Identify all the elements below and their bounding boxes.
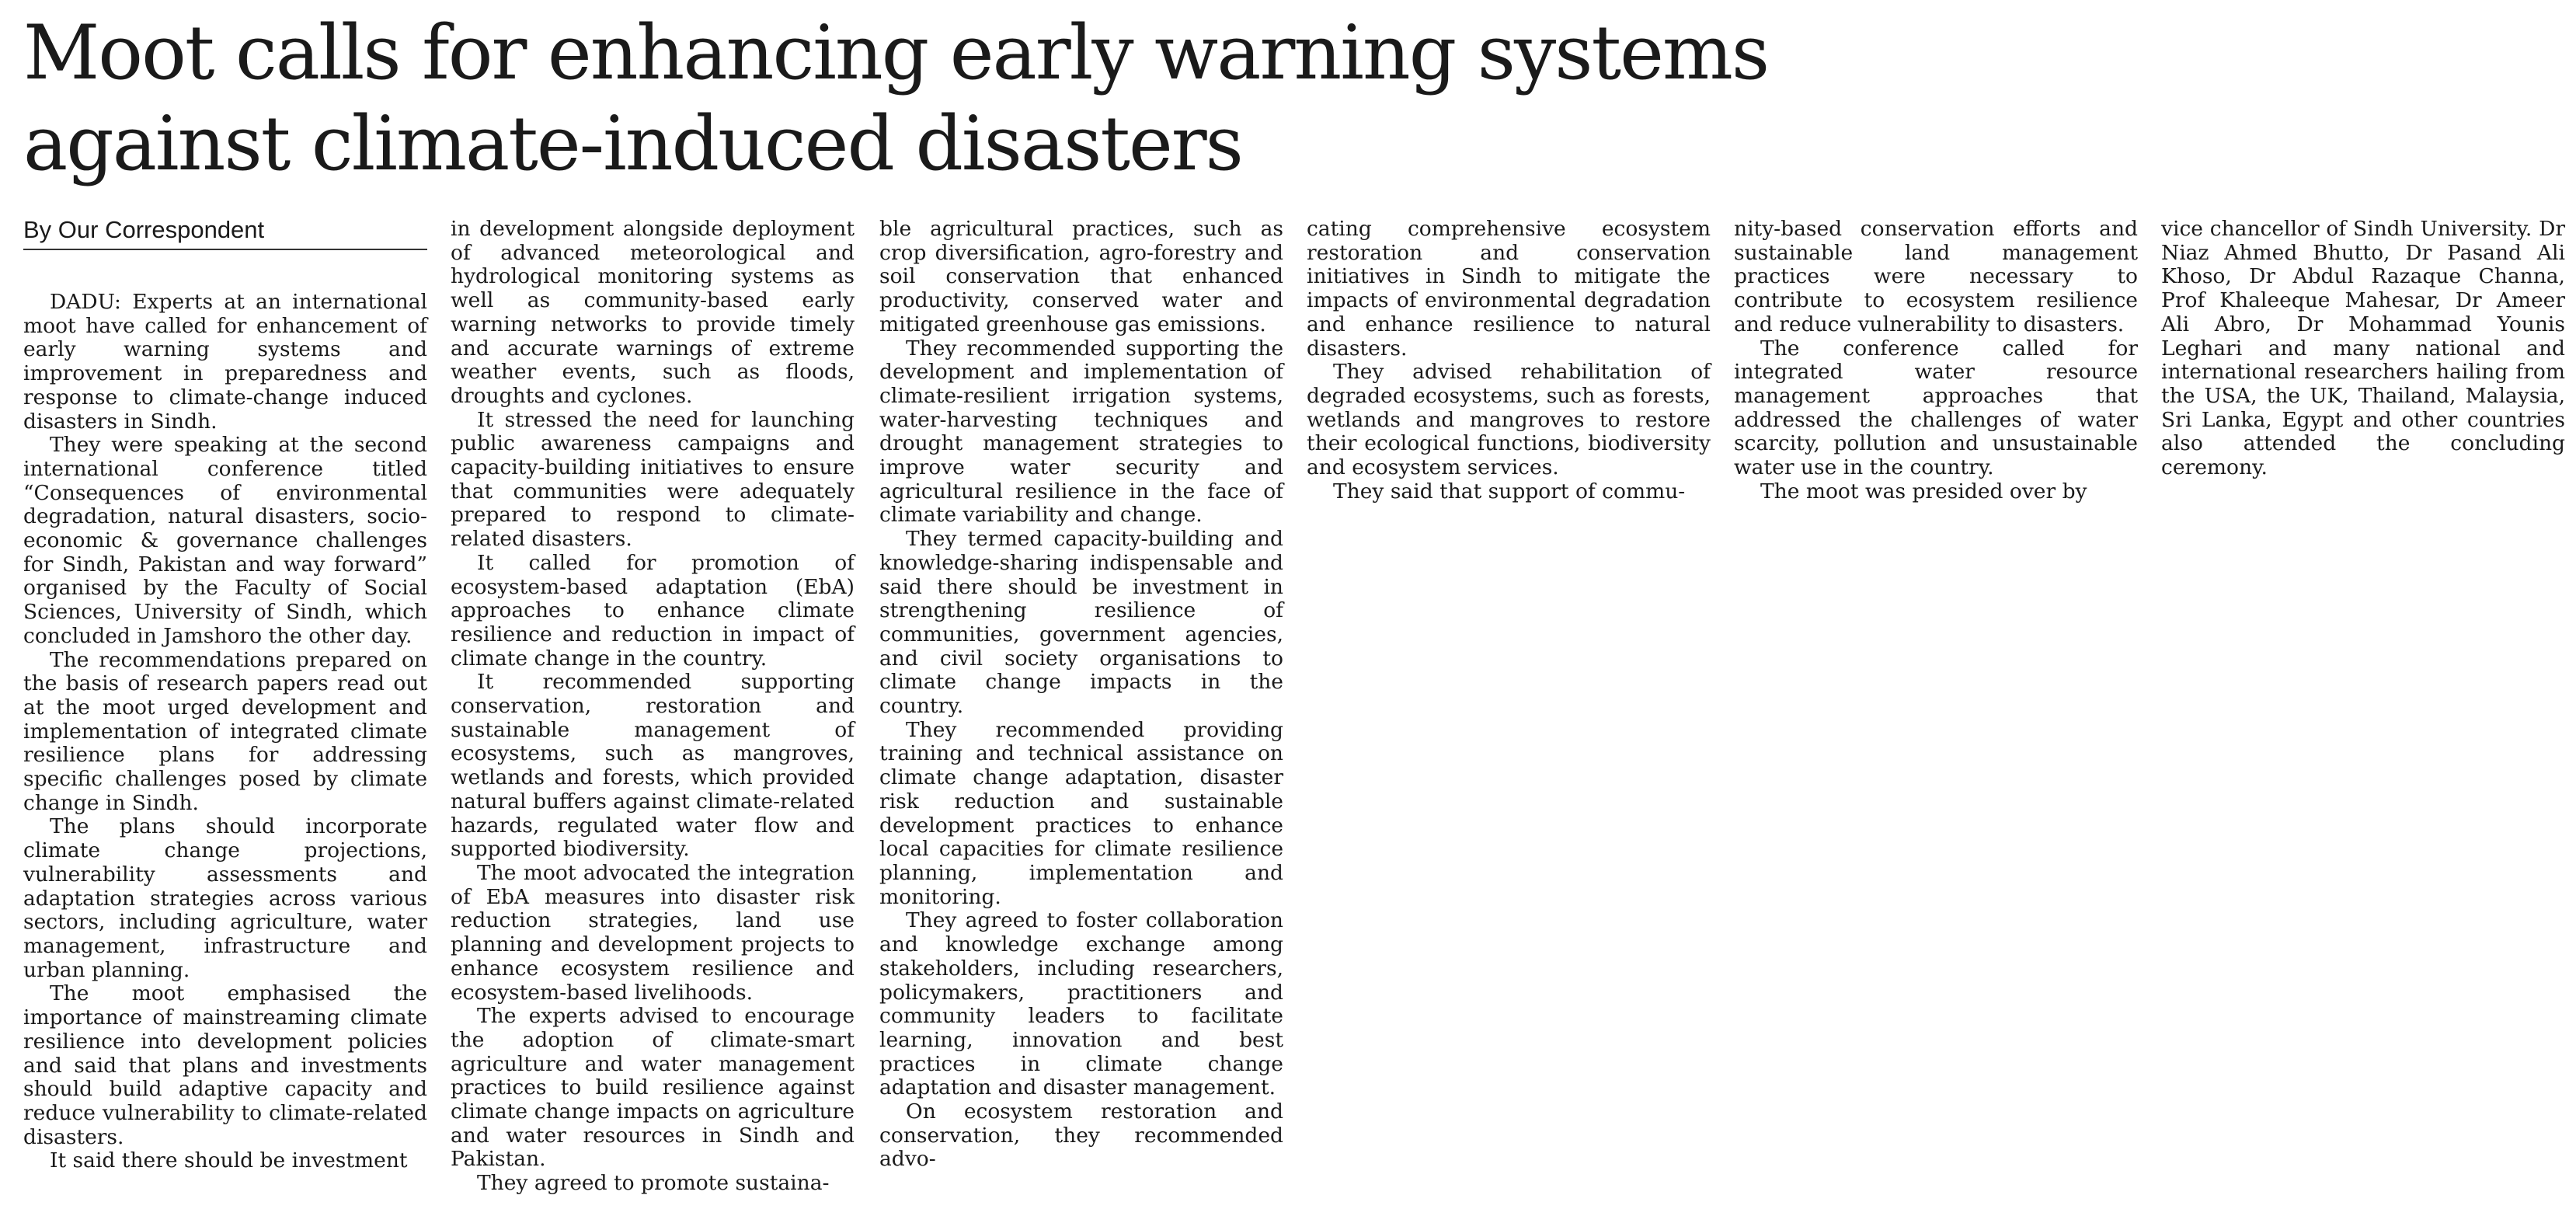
paragraph: The moot advocated the integration of EbA measures into disaster risk reduction strategies, land use planning and development projects to enhance ecosystem resilience and ecosystem-based livelihoods. <box>451 860 855 1005</box>
article-column-1 <box>23 291 427 1173</box>
paragraph: They recommended supporting the development and implementation of climate-resilient irrigation systems, water-harvesting techniques and drought management strategies to improve water security and agricultural resilience in the face of climate variability and change. <box>879 336 1283 528</box>
paragraph: They agreed to foster collaboration and knowledge exchange among stakeholders, including researchers, policymakers, practitioners and community leaders to facilitate learning, innovation and best practices in climate change adaptation and disaster management. <box>879 908 1283 1100</box>
headline <box>23 8 2556 190</box>
paragraph: The recommendations prepared on the basis of research papers read out at the moot urged development and implementation of integrated climate resilience plans for addressing specific challenges posed by climate change in Sindh. <box>23 647 427 815</box>
paragraph: On ecosystem restoration and conservation, they recommended advo- <box>879 1099 1283 1172</box>
article-column-2 <box>451 218 855 1196</box>
paragraph: It said there should be investment <box>50 1148 408 1173</box>
article-column-6 <box>2161 218 2565 480</box>
byline: By Our Correspondent <box>23 214 427 250</box>
paragraph: It called for promotion of ecosystem-based adaptation (EbA) approaches to enhance climate resilience and reduction in impact of climate change in the country. <box>451 550 855 671</box>
article-column-4 <box>1307 218 1711 503</box>
paragraph: The moot was presided over by <box>1760 479 2087 503</box>
paragraph: DADU: Experts at an international moot have called for enhancement of early warning systems and improvement in preparedness and response to climate-change induced disasters in Sindh. <box>23 290 427 434</box>
paragraph: The experts advised to encourage the adoption of climate-smart agriculture and water management practices to build resilience against climate change impacts on agriculture and water resources in Sindh and Pakistan. <box>451 1004 855 1172</box>
paragraph-continuation: in development alongside deployment of advanced meteorological and hydrological monitoring systems as well as community-based early warning networks to provide timely and accurate warnings of extreme weather events, such as floods, droughts and cyclones. <box>451 217 855 408</box>
paragraph: They termed capacity-building and knowledge-sharing indispensable and said there should be investment in strengthening resilience of communities, government agencies, and civil society organisations to climate change impacts in the country. <box>879 527 1283 719</box>
paragraph: The plans should incorporate climate change projections, vulnerability assessments and adaptation strategies across various sectors, including agriculture, water management, infrastructure and urban planning. <box>23 814 427 982</box>
paragraph: They said that support of commu- <box>1333 479 1686 503</box>
paragraph: It stressed the need for launching public awareness campaigns and capacity-building initiatives to ensure that communities were adequately prepared to respond to climate-related disasters. <box>451 407 855 552</box>
paragraph-continuation: nity-based conservation efforts and sustainable land management practices were necessary to contribute to ecosystem resilience and reduce vulnerability to disasters. <box>1734 217 2138 336</box>
paragraph: The moot emphasised the importance of mainstreaming climate resilience into development policies and said that plans and investments should build adaptive capacity and reduce vulnerability to climate-related disasters. <box>23 981 427 1149</box>
paragraph-continuation: cating comprehensive ecosystem restoration and conservation initiatives in Sindh to mitigate the impacts of environmental degradation and enhance resilience to natural disasters. <box>1307 217 1711 361</box>
headline-line-2: against climate-induced disasters <box>23 100 1242 187</box>
paragraph: It recommended supporting conservation, restoration and sustainable management of ecosystems, such as mangroves, wetlands and forests, which provided natural buffers against climate-related hazards, regulated water flow and supported biodiversity. <box>451 670 855 862</box>
paragraph: They advised rehabilitation of degraded ecosystems, such as forests, wetlands and mangroves to restore their ecological functions, biodiversity and ecosystem services. <box>1307 360 1711 480</box>
paragraph-continuation: ble agricultural practices, such as crop diversification, agro-forestry and soil conservation that enhanced productivity, conserved water and mitigated greenhouse gas emissions. <box>879 217 1283 336</box>
paragraph-continuation: vice chancellor of Sindh University. Dr Niaz Ahmed Bhutto, Dr Pasand Ali Khoso, Dr Abdul Razaque Channa, Prof Khaleeque Mahesar, Dr Ameer Ali Abro, Dr Mohammad Younis Leghari and many national and international researchers hailing from the USA, the UK, Thailand, Malaysia, Sri Lanka, Egypt and other countries also attended the concluding ceremony. <box>2161 217 2565 480</box>
paragraph: They were speaking at the second international conference titled “Consequences of environmental degradation, natural disasters, socio-economic & governance challenges for Sindh, Pakistan and way forward” organised by the Faculty of Social Sciences, University of Sindh, which concluded in Jamshoro the other day. <box>23 433 427 648</box>
article-column-3 <box>879 218 1283 1172</box>
paragraph: They agreed to promote sustaina- <box>477 1171 830 1196</box>
paragraph: The conference called for integrated water resource management approaches that addressed the challenges of water scarcity, pollution and unsustainable water use in the country. <box>1734 336 2138 480</box>
paragraph: They recommended providing training and technical assistance on climate change adaptation, disaster risk reduction and sustainable development practices to enhance local capacities for climate resilience planning, implementation and monitoring. <box>879 717 1283 909</box>
headline-line-1: Moot calls for enhancing early warning systems <box>23 9 1769 96</box>
article-column-5 <box>1734 218 2138 503</box>
